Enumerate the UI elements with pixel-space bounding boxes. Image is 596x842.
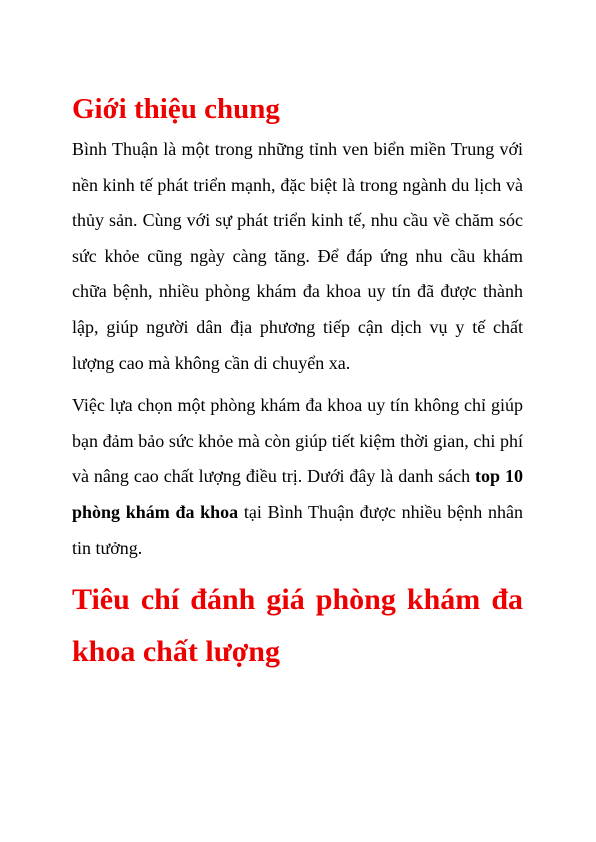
heading-intro: Giới thiệu chung	[72, 93, 280, 125]
paragraph-intro: Bình Thuận là một trong những tỉnh ven biển miền Trung với nền kinh tế phát triển mạnh, đặc biệt là trong ngành du lịch và thủy sản. Cùng với sự phát triển kinh tế, nhu cầu về chăm sóc sức khỏe cũng ngày càng tăng. Để đáp ứng nhu cầu khám chữa bệnh, nhiều phòng khám đa khoa uy tín đã được thành lập, giúp người dân địa phương tiếp cận dịch vụ y tế chất lượng cao mà không cần di chuyển xa.	[72, 139, 523, 373]
paragraph-selection	[72, 388, 523, 566]
paragraph-selection-text-before: Việc lựa chọn một phòng khám đa khoa uy tín không chỉ giúp bạn đảm bảo sức khỏe mà còn giúp tiết kiệm thời gian, chi phí và nâng cao chất lượng điều trị. Dưới đây là danh sách	[72, 395, 523, 487]
paragraph-selection-text-after: tại Bình Thuận được nhiều bệnh nhân tin tưởng.	[72, 501, 523, 558]
page-content	[72, 86, 523, 678]
heading-criteria: Tiêu chí đánh giá phòng khám đa khoa chất lượng	[72, 583, 523, 669]
bold-keyword-link: top 10 phòng khám đa khoa	[72, 466, 523, 522]
